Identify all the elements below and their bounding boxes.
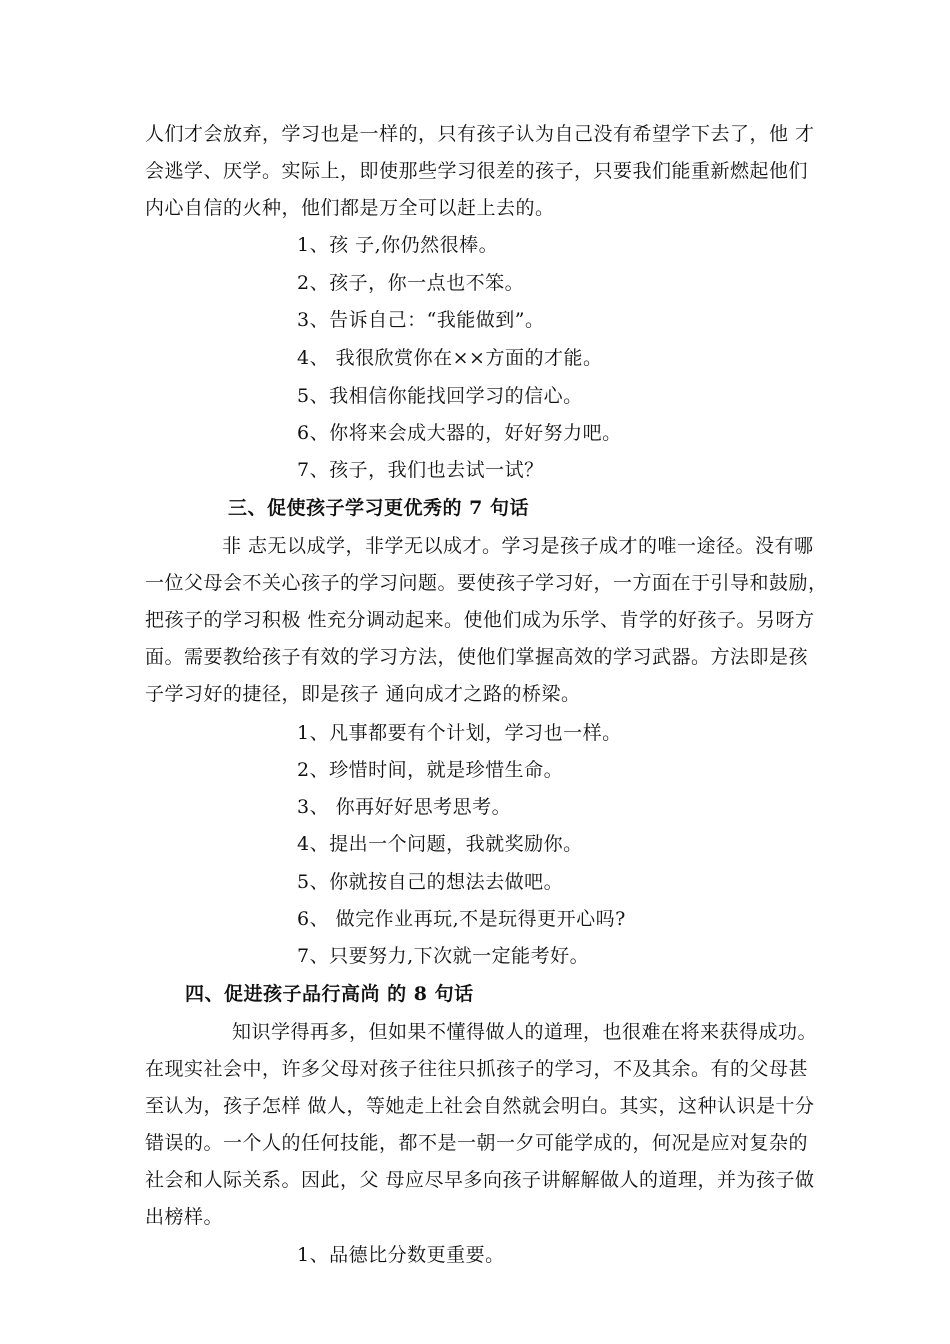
paragraph-line: 非 志无以成学，非学无以成才。学习是孩子成才的唯一途径。没有哪 [222,535,814,557]
list-item: 2、珍惜时间，就是珍惜生命。 [297,759,564,781]
paragraph-line: 至认为，孩子怎样 做人，等她走上社会自然就会明白。其实，这种认识是十分 [145,1095,815,1117]
list-item: 4、 我很欣赏你在××方面的才能。 [297,347,603,369]
paragraph-line: 子学习好的捷径，即是孩子 通向成才之路的桥梁。 [145,683,581,705]
paragraph-line: 把孩子的学习积极 性充分调动起来。使他们成为乐学、肯学的好孩子。另呀方 [145,609,815,631]
intro-paragraph-line: 人们才会放弃，学习也是一样的，只有孩子认为自己没有希望学下去了，他 才 [145,123,815,145]
list-item: 6、 做完作业再玩,不是玩得更开心吗? [297,908,626,930]
list-item: 1、孩 子,你仍然很棒。 [297,234,499,256]
intro-paragraph-line: 内心自信的火种，他们都是万全可以赶上去的。 [145,197,555,219]
list-item: 5、你就按自己的想法去做吧。 [297,871,564,893]
paragraph-line: 出榜样。 [145,1206,224,1228]
list-item: 4、提出一个问题，我就奖励你。 [297,833,583,855]
paragraph-line: 社会和人际关系。因此，父 母应尽早多向孩子讲解解做人的道理，并为孩子做 [145,1169,815,1191]
list-item: 7、只要努力,下次就一定能考好。 [297,945,590,967]
paragraph-line: 面。需要教给孩子有效的学习方法，使他们掌握高效的学习武器。方法即是孩 [145,646,809,668]
list-item: 3、 你再好好思考思考。 [297,796,512,818]
paragraph-line: 知识学得再多，但如果不懂得做人的道理，也很难在将来获得成功。 [232,1021,818,1043]
list-item: 2、孩子，你一点也不笨。 [297,272,525,294]
paragraph-line: 一位父母会不关心孩子的学习问题。要使孩子学习好，一方面在于引导和鼓励， [145,572,828,594]
paragraph-line: 错误的。一个人的任何技能，都不是一朝一夕可能学成的，何况是应对复杂的 [145,1132,809,1154]
list-item: 5、我相信你能找回学习的信心。 [297,385,583,407]
list-item: 7、孩子，我们也去试一试？ [297,459,544,481]
list-item: 6、你将来会成大器的，好好努力吧。 [297,422,622,444]
paragraph-line: 在现实社会中，许多父母对孩子往往只抓孩子的学习，不及其余。有的父母甚 [145,1058,809,1080]
list-item: 1、品德比分数更重要。 [297,1244,505,1266]
list-item: 1、凡事都要有个计划，学习也一样。 [297,722,622,744]
section-heading: 四、促进孩子品行高尚 的 8 句话 [185,983,474,1005]
intro-paragraph-line: 会逃学、厌学。实际上，即使那些学习很差的孩子，只要我们能重新燃起他们 [145,160,809,182]
section-heading: 三、促使孩子学习更优秀的 7 句话 [228,497,529,519]
list-item: 3、告诉自己：“我能做到”。 [297,309,545,331]
